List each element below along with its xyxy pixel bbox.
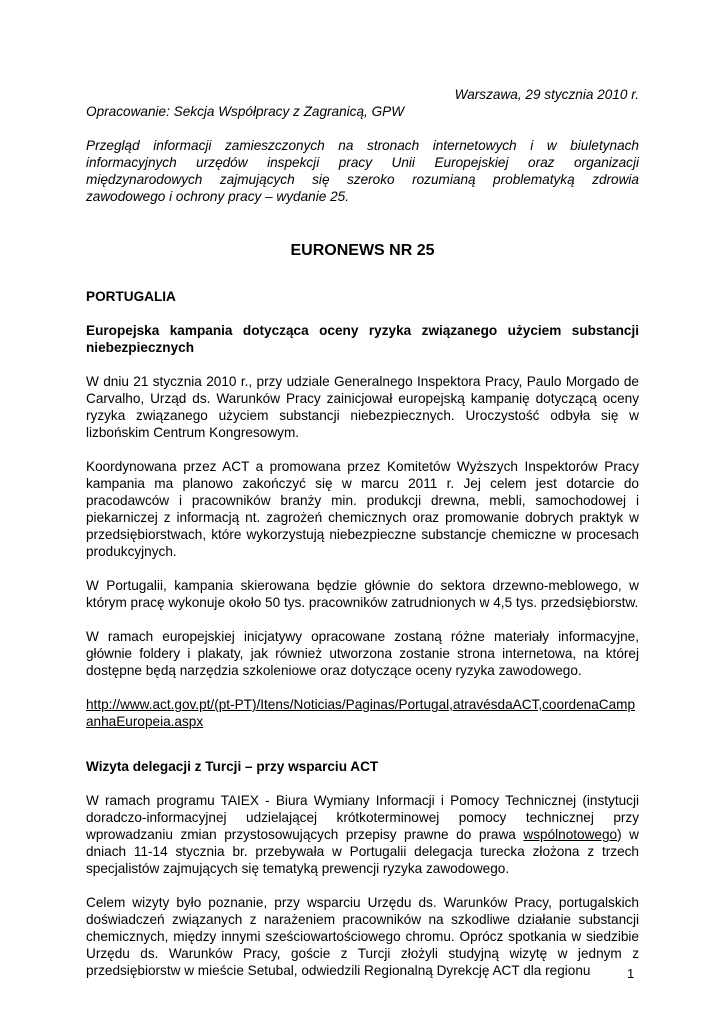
document-page (86, 86, 639, 996)
paragraph-text: ) w dniach 11-14 stycznia br. przebywała w Portugalii delegacja turecka złożona z trzech specjalistów zajmujących się tematyką prewencji ryzyka zawodowego. (86, 827, 639, 876)
article-heading: Wizyta delegacji z Turcji – przy wsparciu ACT (86, 759, 379, 774)
article-paragraph: W ramach europejskiej inicjatywy opracowane zostaną różne materiały informacyjne, głównie foldery i plakaty, jak również utworzona zostanie strona internetowa, na której dostępne będą narzędzia szkoleniowe oraz dotyczące oceny ryzyka zawodowego. (86, 629, 639, 678)
article-paragraph: W dniu 21 stycznia 2010 r., przy udziale Generalnego Inspektora Pracy, Paulo Morgado de Carvalho, Urząd ds. Warunków Pracy zainicjował europejską kampanię dotyczącą oceny ryzyka związanego użyciem substancji niebezpiecznych. Uroczystość odbyła się w lizbońskim Centrum Kongresowym. (86, 374, 639, 440)
article-paragraph: W Portugalii, kampania skierowana będzie głównie do sektora drzewno-meblowego, w którym pracę wykonuje około 50 tys. pracowników zatrudnionych w 4,5 tys. przedsiębiorstw. (86, 578, 639, 610)
article-paragraph (86, 792, 639, 877)
article-heading: Europejska kampania dotycząca oceny ryzyka związanego użyciem substancji niebezpiecznych (86, 323, 639, 355)
intro-paragraph: Przegląd informacji zamieszczonych na stronach internetowych i w biuletynach informacyjnych urzędów inspekcji pracy Unii Europejskiej oraz organizacji międzynarodowych zajmujących się szeroko rozumianą problematyką zdrowia zawodowego i ochrony pracy – wydanie 25. (86, 138, 639, 204)
country-heading: PORTUGALIA (86, 289, 176, 304)
page-number: 1 (627, 966, 635, 981)
source-link[interactable]: http://www.act.gov.pt/(pt-PT)/Itens/Noticias/Paginas/Portugal,atravésdaACT,coordenaCampanhaEuropeia.aspx (86, 697, 636, 729)
document-title: EURONEWS NR 25 (290, 242, 435, 259)
document-date: Warszawa, 29 stycznia 2010 r. (454, 87, 639, 102)
article-paragraph: Koordynowana przez ACT a promowana przez Komitetów Wyższych Inspektorów Pracy kampania ma planowo zakończyć się w marcu 2011 r. Jej celem jest dotarcie do pracodawców i pracowników branży min. produkcji drewna, mebli, samochodowej i piekarniczej z informacją nt. zagrożeń chemicznych oraz promowanie dobrych praktyk w przedsiębiorstwach, które wykorzystują niebezpieczne substancje chemiczne w procesach produkcyjnych. (86, 459, 639, 559)
underlined-word: wspólnotowego (523, 827, 618, 842)
article-paragraph: Celem wizyty było poznanie, przy wsparciu Urzędu ds. Warunków Pracy, portugalskich doświadczeń związanych z narażeniem pracowników na szkodliwe działanie substancji chemicznych, między innymi sześciowartościowego chromu. Oprócz spotkania w siedzibie Urzędu ds. Warunków Pracy, goście z Turcji złożyli studyjną wizytę w jednym z przedsiębiorstw w mieście Setubal, odwiedzili Regionalną Dyrekcję ACT dla regionu (86, 895, 639, 978)
paragraph-text: W ramach programu TAIEX - Biura Wymiany Informacji i Pomocy Technicznej (instytucji doradczo-informacyjnej udzielającej krótkoterminowej pomocy technicznej przy wprowadzaniu zmian przystosowujących przepisy prawne do prawa (86, 793, 639, 842)
prepared-by: Opracowanie: Sekcja Współpracy z Zagranicą, GPW (86, 104, 405, 119)
